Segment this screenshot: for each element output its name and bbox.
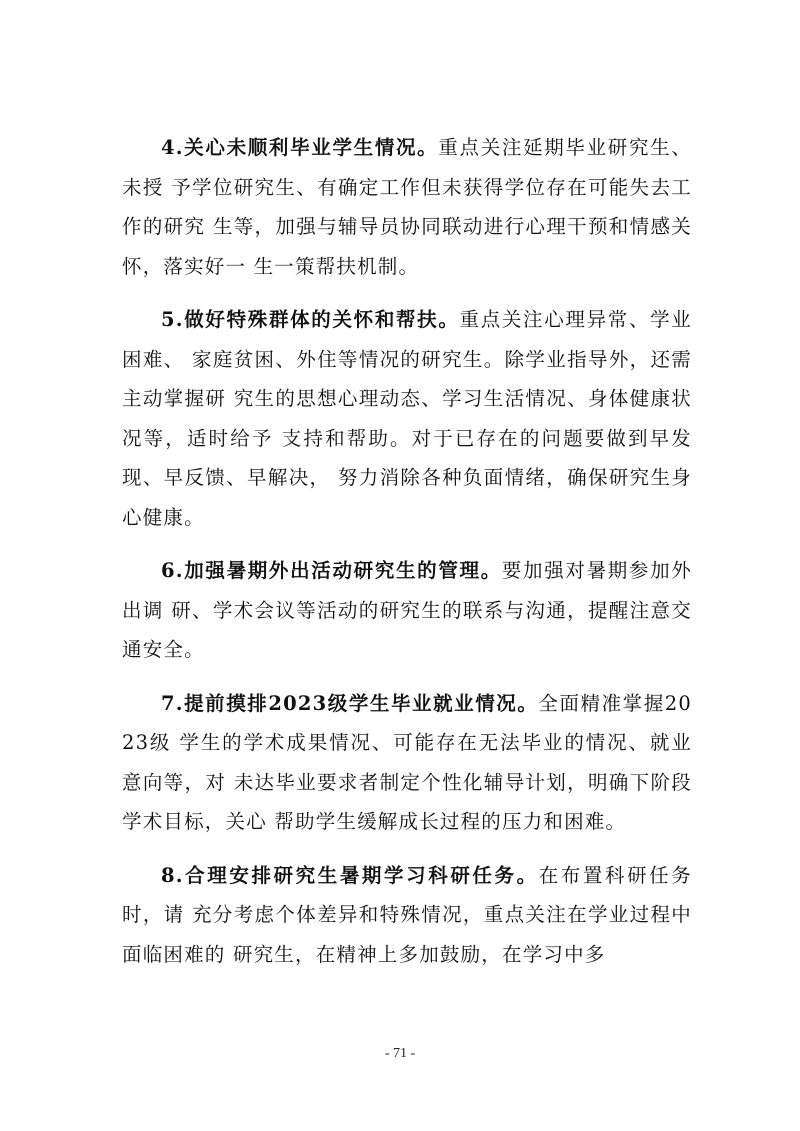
paragraph-7-text: 全面精准掌握2023级 学生的学术成果情况、可能存在无法毕业的情况、就业意向等，对 未达毕业要求者制定个性化辅导计划，明确下阶段学术目标，关心 帮助学生缓解成长过程的压力和困难。 <box>122 691 692 833</box>
paragraph-5-heading: 5.做好特殊群体的关怀和帮扶。 <box>161 308 460 331</box>
paragraph-4-text: 重点关注延期毕业研究生、未授 予学位研究生、有确定工作但未获得学位存在可能失去工作的研究 生等，加强与辅导员协同联动进行心理干预和情感关怀，落实好一 生一策帮扶机制。 <box>122 136 692 278</box>
paragraph-5 <box>122 300 692 537</box>
paragraph-7 <box>122 684 692 842</box>
paragraph-6 <box>122 551 692 670</box>
paragraph-6-heading: 6.加强暑期外出活动研究生的管理。 <box>161 559 502 582</box>
page-number: - 71 - <box>384 1046 416 1061</box>
paragraph-8-text: 在布置科研任务时，请 充分考虑个体差异和特殊情况，重点关注在学业过程中面临困难的 研究生，在精神上多加鼓励，在学习中多 <box>122 863 692 966</box>
document-body <box>122 128 692 988</box>
paragraph-6-text: 要加强对暑期参加外出调 研、学术会议等活动的研究生的联系与沟通，提醒注意交通安全。 <box>122 559 692 661</box>
paragraph-8 <box>122 856 692 975</box>
paragraph-4 <box>122 128 692 286</box>
paragraph-7-heading: 7.提前摸排2023级学生毕业就业情况。 <box>161 691 539 715</box>
paragraph-5-text: 重点关注心理异常、学业困难、 家庭贫困、外住等情况的研究生。除学业指导外，还需主动掌握研 究生的思想心理动态、学习生活情况、身体健康状况等，适时给予 支持和帮助。对于已存在的问题要做到早发现、早反馈、早解决， 努力消除各种负面情绪，确保研究生身心健康。 <box>122 308 692 529</box>
paragraph-8-heading: 8.合理安排研究生暑期学习科研任务。 <box>161 863 539 887</box>
paragraph-4-heading: 4.关心未顺利毕业学生情况。 <box>161 136 439 159</box>
